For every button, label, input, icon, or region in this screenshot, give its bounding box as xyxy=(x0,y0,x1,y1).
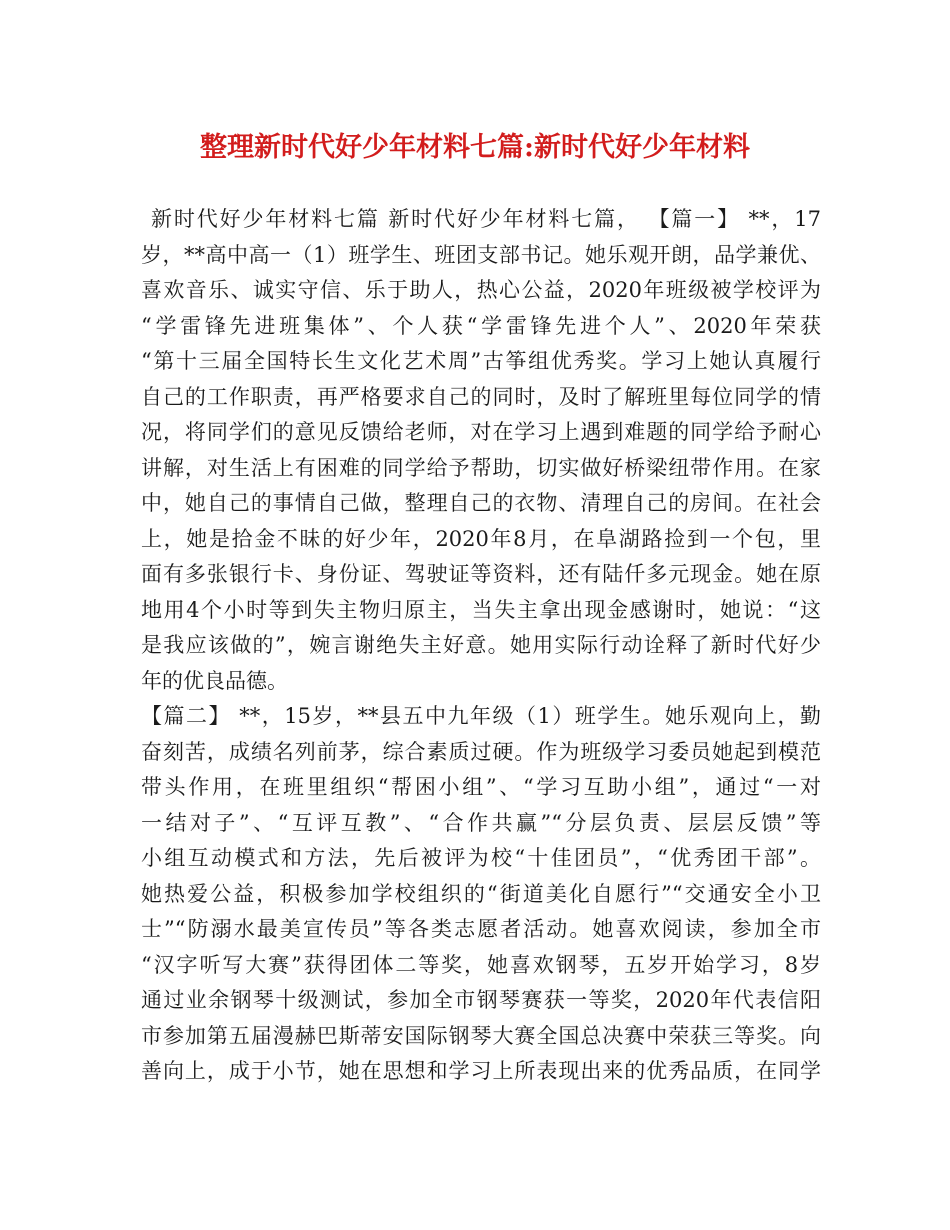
body-line: 一结对子”、“互评互教”、“合作共赢”“分层负责、层层反馈”等 xyxy=(141,810,821,835)
body-line: 讲解，对生活上有困难的同学给予帮助，切实做好桥梁纽带作用。在家 xyxy=(141,455,821,480)
body-line: 新时代好少年材料七篇 新时代好少年材料七篇， 【篇一】 **，17 xyxy=(151,207,821,231)
body-line: “第十三届全国特长生文化艺术周”古筝组优秀奖。学习上她认真履行 xyxy=(141,349,821,373)
body-line: 是我应该做的”，婉言谢绝失主好意。她用实际行动诠释了新时代好少 xyxy=(141,633,821,657)
body-line: 小组互动模式和方法，先后被评为校“十佳团员”，“优秀团干部”。 xyxy=(141,846,821,870)
body-line: 【篇二】 **，15岁，**县五中九年级（1）班学生。她乐观向上，勤 xyxy=(141,704,821,728)
body-line: 通过业余钢琴十级测试，参加全市钢琴赛获一等奖，2020年代表信阳 xyxy=(141,988,821,1012)
body-line: 上，她是拾金不昧的好少年，2020年8月，在阜湖路捡到一个包，里 xyxy=(141,526,821,551)
body-line: “学雷锋先进班集体”、个人获“学雷锋先进个人”、2020年荣获 xyxy=(141,313,821,338)
body-line: 士”“防溺水最美宣传员”等各类志愿者活动。她喜欢阅读，参加全市 xyxy=(141,917,821,941)
document-body xyxy=(141,202,821,1090)
body-line: 面有多张银行卡、身份证、驾驶证等资料，还有陆仟多元现金。她在原 xyxy=(141,562,821,586)
document-title: 整理新时代好少年材料七篇:新时代好少年材料 xyxy=(200,132,750,163)
body-line: 自己的工作职责，再严格要求自己的同时，及时了解班里每位同学的情 xyxy=(141,384,821,409)
body-line: 善向上，成于小节，她在思想和学习上所表现出来的优秀品质，在同学 xyxy=(141,1059,821,1083)
body-line: “汉字听写大赛”获得团体二等奖，她喜欢钢琴，五岁开始学习，8岁 xyxy=(141,952,821,977)
body-line: 中，她自己的事情自己做，整理自己的衣物、清理自己的房间。在社会 xyxy=(141,491,821,515)
body-line: 带头作用，在班里组织“帮困小组”、“学习互助小组”，通过“一对 xyxy=(141,775,821,799)
body-line: 岁，**高中高一（1）班学生、班团支部书记。她乐观开朗，品学兼优、 xyxy=(141,242,821,267)
body-line: 况，将同学们的意见反馈给老师，对在学习上遇到难题的同学给予耐心 xyxy=(141,420,821,444)
body-line: 奋刻苦，成绩名列前茅，综合素质过硬。作为班级学习委员她起到模范 xyxy=(141,739,821,764)
body-line: 地用4个小时等到失主物归原主，当失主拿出现金感谢时，她说：“这 xyxy=(141,597,821,622)
body-line: 她热爱公益，积极参加学校组织的“街道美化自愿行”“交通安全小卫 xyxy=(141,881,821,906)
body-line: 年的优良品德。 xyxy=(141,668,288,693)
body-line: 市参加第五届漫赫巴斯蒂安国际钢琴大赛全国总决赛中荣获三等奖。向 xyxy=(141,1023,821,1048)
body-line: 喜欢音乐、诚实守信、乐于助人，热心公益，2020年班级被学校评为 xyxy=(141,278,821,302)
